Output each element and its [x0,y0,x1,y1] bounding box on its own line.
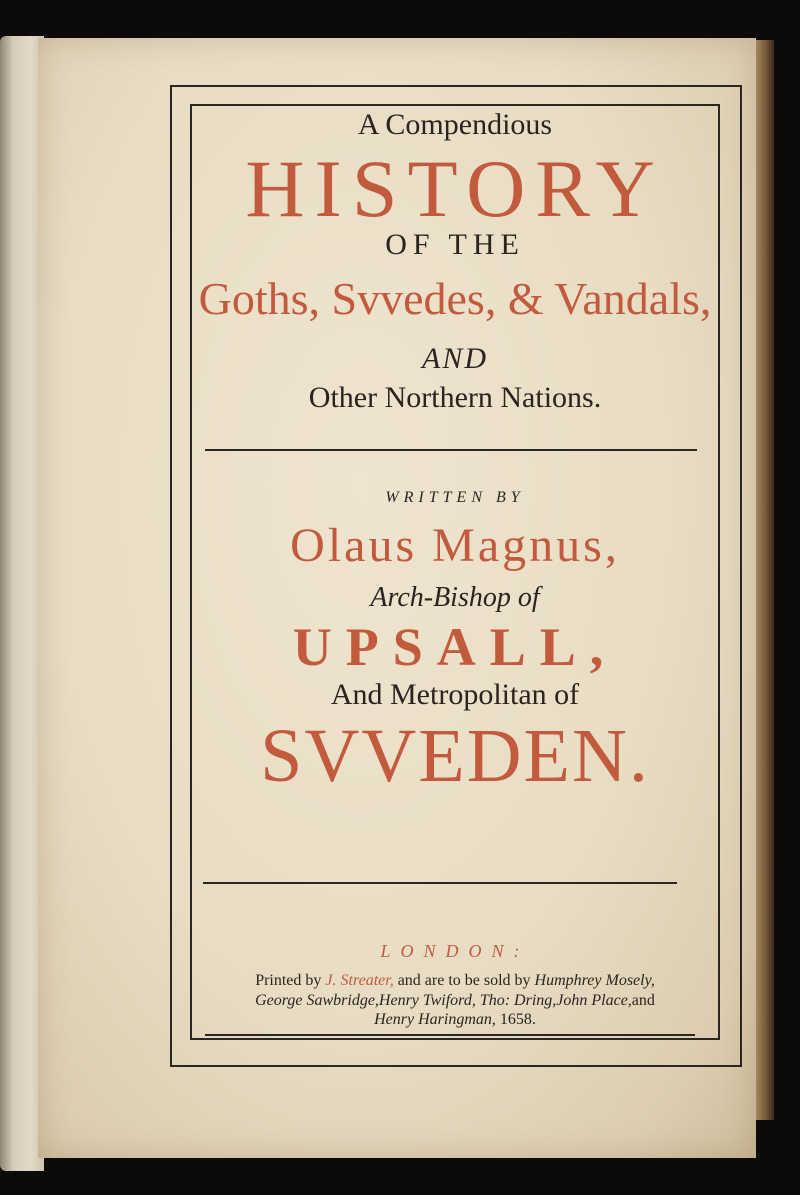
title-goths-swedes-vandals: Goths, Svvedes, & Vandals, [198,273,712,324]
imprint-bookseller: Tho: Dring, [479,991,557,1009]
title-of-the: OF THE [385,228,525,261]
title-history: HISTORY [245,143,665,234]
imprint-and: and [631,991,655,1009]
title-northern-nations: Other Northern Nations. [308,381,602,414]
title-line-compendious: A Compendious [357,108,553,141]
title-and: AND [422,342,488,375]
imprint-bookseller: George Sawbridge, [255,991,379,1009]
imprint-block [190,971,720,1030]
imprint-printed-by: Printed by [255,972,322,989]
author-title: Arch-Bishop of [370,582,540,613]
rule-bottom [205,1034,695,1036]
imprint-sold-by: and are to be sold by [397,972,531,989]
written-by: WRITTEN BY [385,489,525,506]
imprint-bookseller: Humphrey Mosely, [534,972,655,989]
imprint-bookseller: John Place, [556,991,632,1009]
imprint-year: 1658. [499,1011,536,1029]
rule-before-imprint [203,882,677,884]
and-metropolitan-of: And Metropolitan of [330,678,580,711]
country-sweden: SVVEDEN. [260,714,650,798]
imprint-place: LONDON: [380,941,530,961]
author-name: Olaus Magnus, [290,519,620,572]
rule-after-title [205,449,697,451]
imprint-bookseller: Henry Haringman, [374,1011,496,1029]
imprint-bookseller: Henry Twiford, [378,991,476,1009]
imprint-printer: J. Streater, [325,972,394,989]
see-upsall: UPSALL, [292,617,618,677]
